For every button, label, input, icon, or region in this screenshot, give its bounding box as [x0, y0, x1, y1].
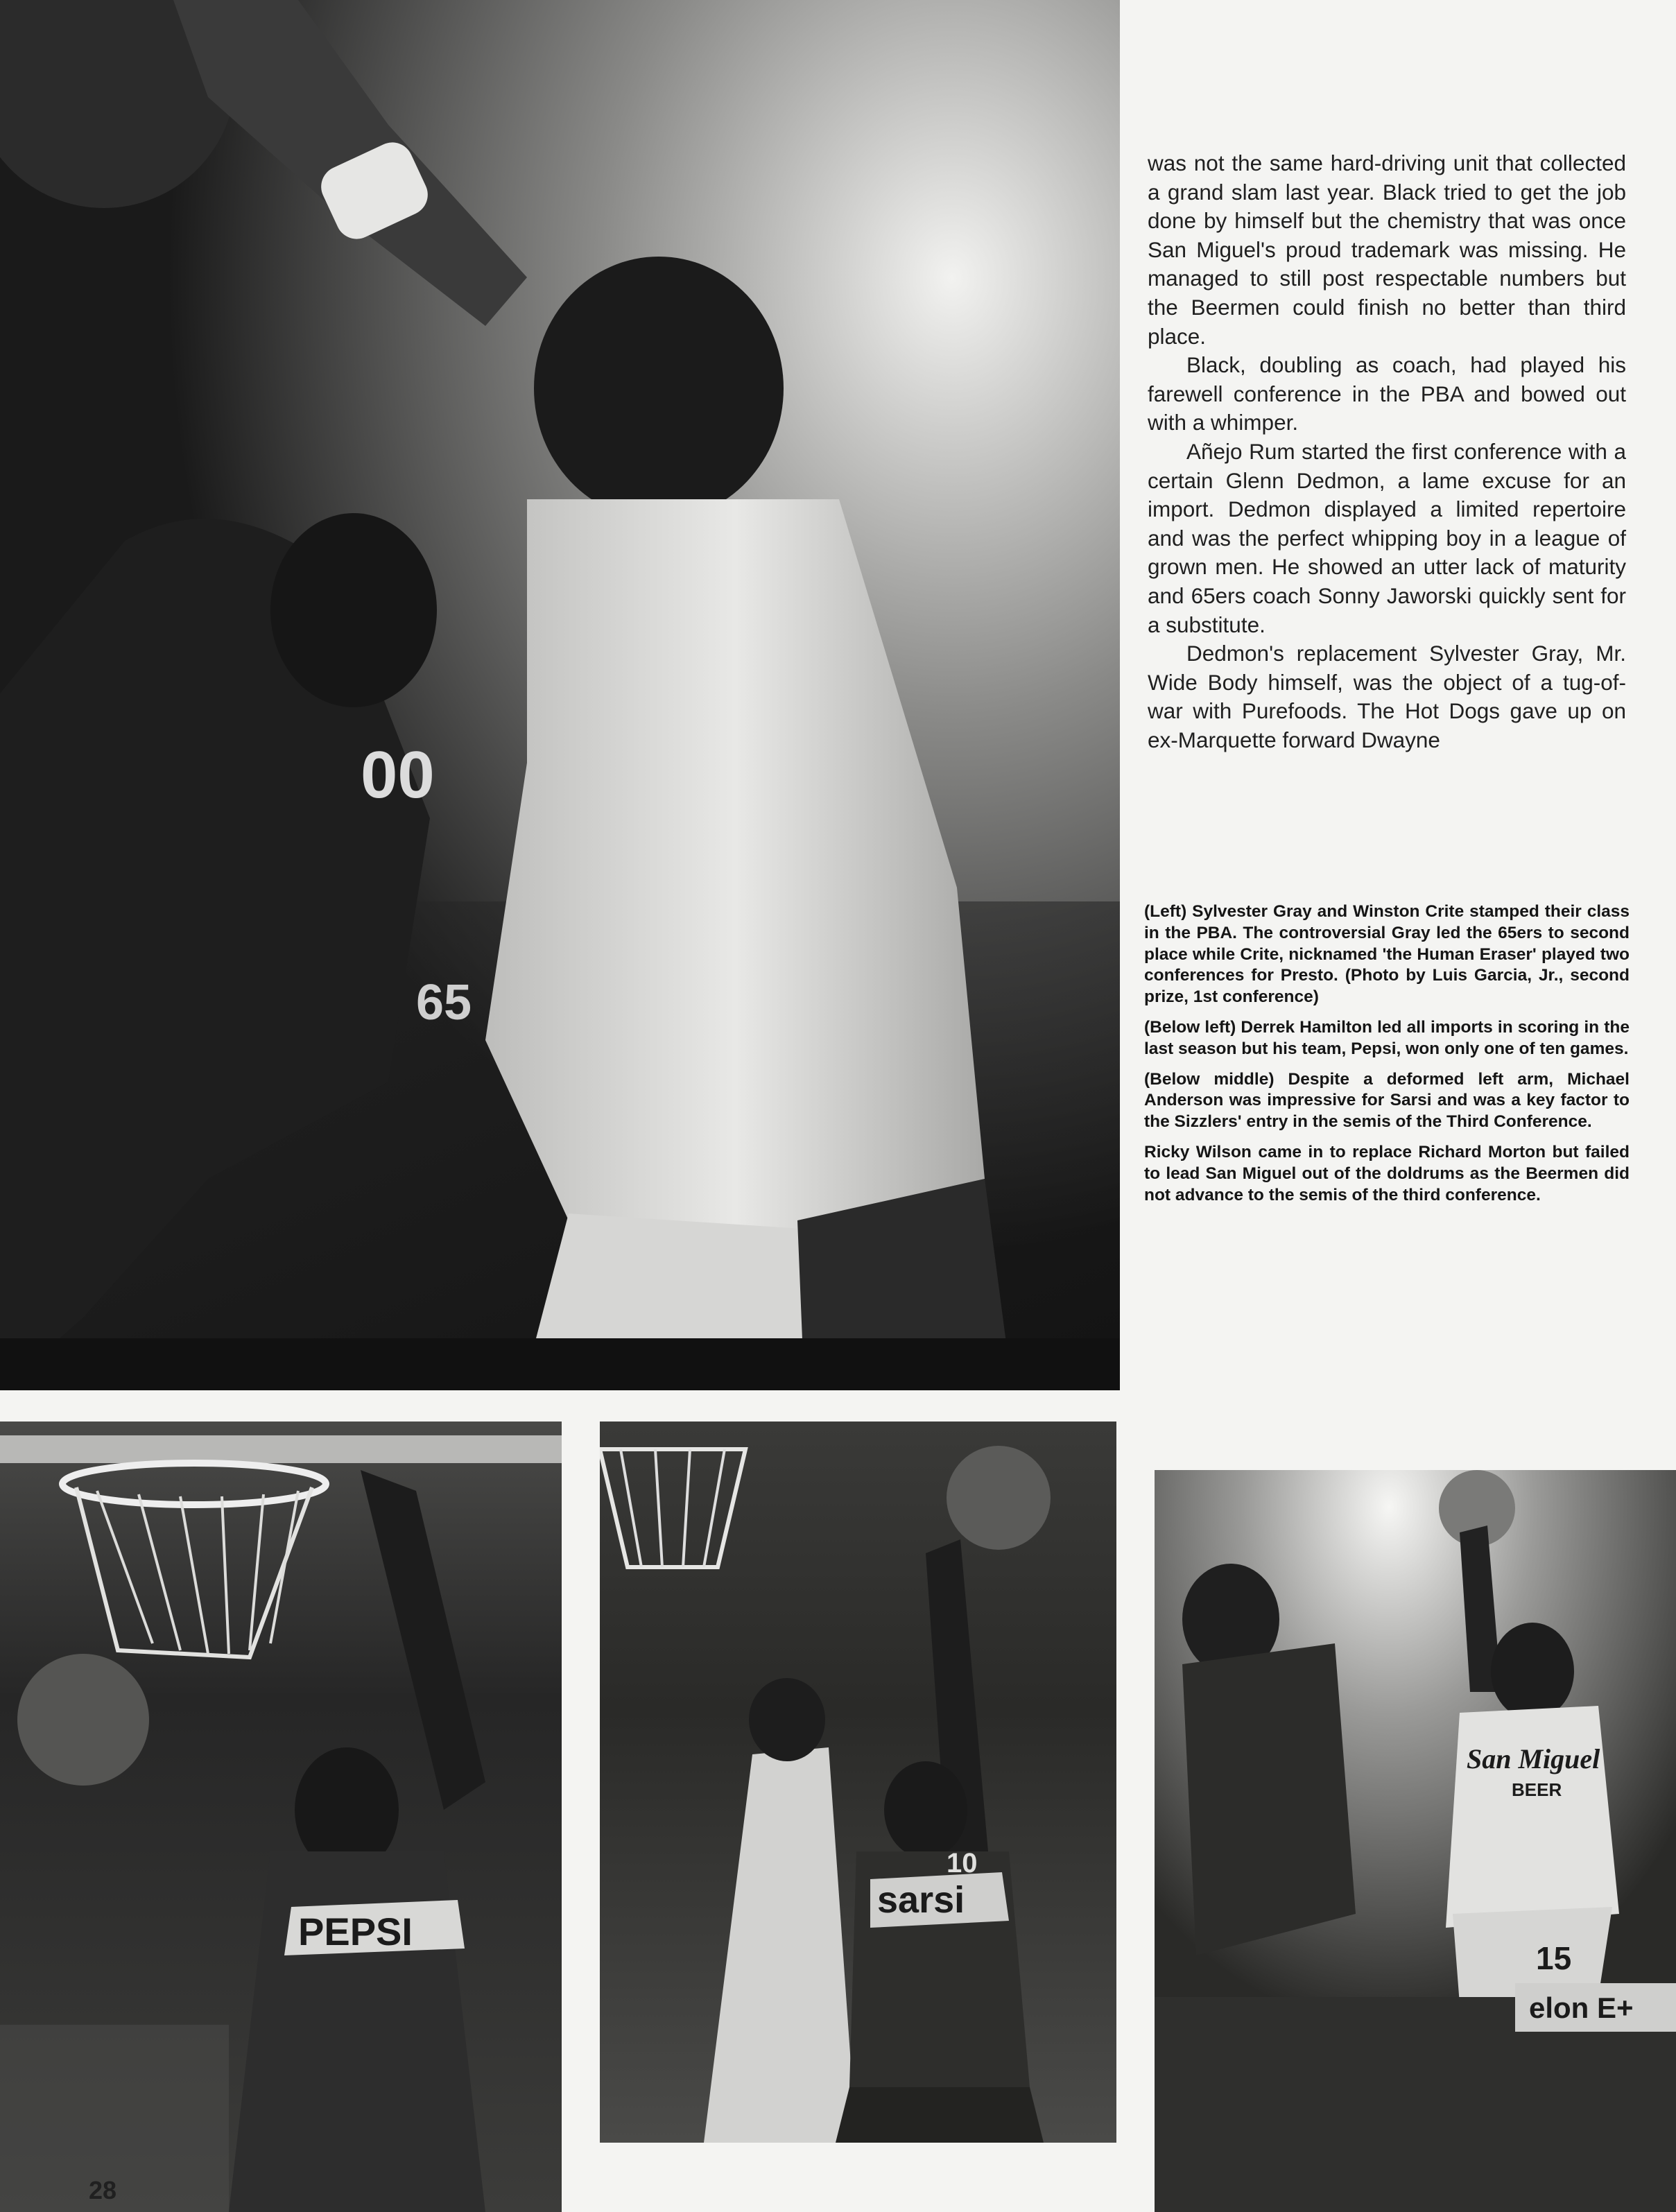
- banner-text: elon E+: [1529, 1991, 1634, 2024]
- article-paragraph: Black, doubling as coach, had played his farewell conference in the PBA and bowed out with a whimper.: [1148, 352, 1626, 435]
- main-photo-art: [0, 0, 1120, 1390]
- photo-below-right: [1155, 1470, 1676, 2212]
- main-jersey-number-00: 00: [361, 738, 435, 812]
- main-jersey-number-65: 65: [416, 975, 472, 1030]
- pepsi-jersey-text: PEPSI: [298, 1910, 413, 1953]
- page-number: 28: [89, 2176, 117, 2204]
- article-paragraph: Añejo Rum started the first conference with a certain Glenn Dedmon, a lame excuse for an import. Dedmon displayed a limited repertoire and was the perfect whipping boy in a league of grown men. He showed an utter lack of maturity and 65ers coach Sonny Jaworski quickly sent for a substitute.: [1148, 438, 1626, 637]
- article-paragraph: Dedmon's replacement Sylvester Gray, Mr. Wide Body himself, was the object of a tug-of-war with Purefoods. The Hot Dogs gave up on ex-Marquette forward Dwayne: [1148, 641, 1626, 752]
- sarsi-jersey-number: 10: [947, 1848, 978, 1878]
- sarsi-jersey-text: sarsi: [877, 1879, 965, 1921]
- san-miguel-jersey-sub: BEER: [1512, 1779, 1562, 1800]
- caption-left: (Left) Sylvester Gray and Winston Crite stamped their class in the PBA. The controversial Gray led the 65ers to second place while Crite, nicknamed 'the Human Eraser' played two conferences for Presto. (Photo by Luis Garcia, Jr., second prize, 1st conference): [1144, 902, 1630, 1007]
- photo-below-left: [0, 1422, 562, 2212]
- photo-below-middle-art: [600, 1422, 1116, 2143]
- photo-below-left-art: [0, 1422, 562, 2212]
- article-body: [1148, 149, 1626, 754]
- san-miguel-jersey-number: 15: [1536, 1940, 1572, 1976]
- san-miguel-jersey-text: San Miguel: [1467, 1743, 1600, 1774]
- main-photo: [0, 0, 1120, 1390]
- photo-captions: [1144, 901, 1630, 1215]
- caption-below-right: Ricky Wilson came in to replace Richard Morton but failed to lead San Miguel out of the doldrums as the Beermen did not advance to the semis of the third conference.: [1144, 1142, 1630, 1204]
- caption-below-middle: (Below middle) Despite a deformed left arm, Michael Anderson was impressive for Sarsi and was a key factor to the Sizzlers' entry in the semis of the Third Conference.: [1144, 1069, 1630, 1132]
- photo-below-right-art: [1155, 1470, 1676, 2212]
- article-paragraph: was not the same hard-driving unit that collected a grand slam last year. Black tried to get the job done by himself but the chemistry that was once San Miguel's proud trademark was missing. He managed to still post respectable numbers but the Beermen could finish no better than third place.: [1148, 150, 1626, 349]
- caption-below-left: (Below left) Derrek Hamilton led all imports in scoring in the last season but his team, Pepsi, won only one of ten games.: [1144, 1017, 1630, 1058]
- photo-below-middle: [600, 1422, 1116, 2143]
